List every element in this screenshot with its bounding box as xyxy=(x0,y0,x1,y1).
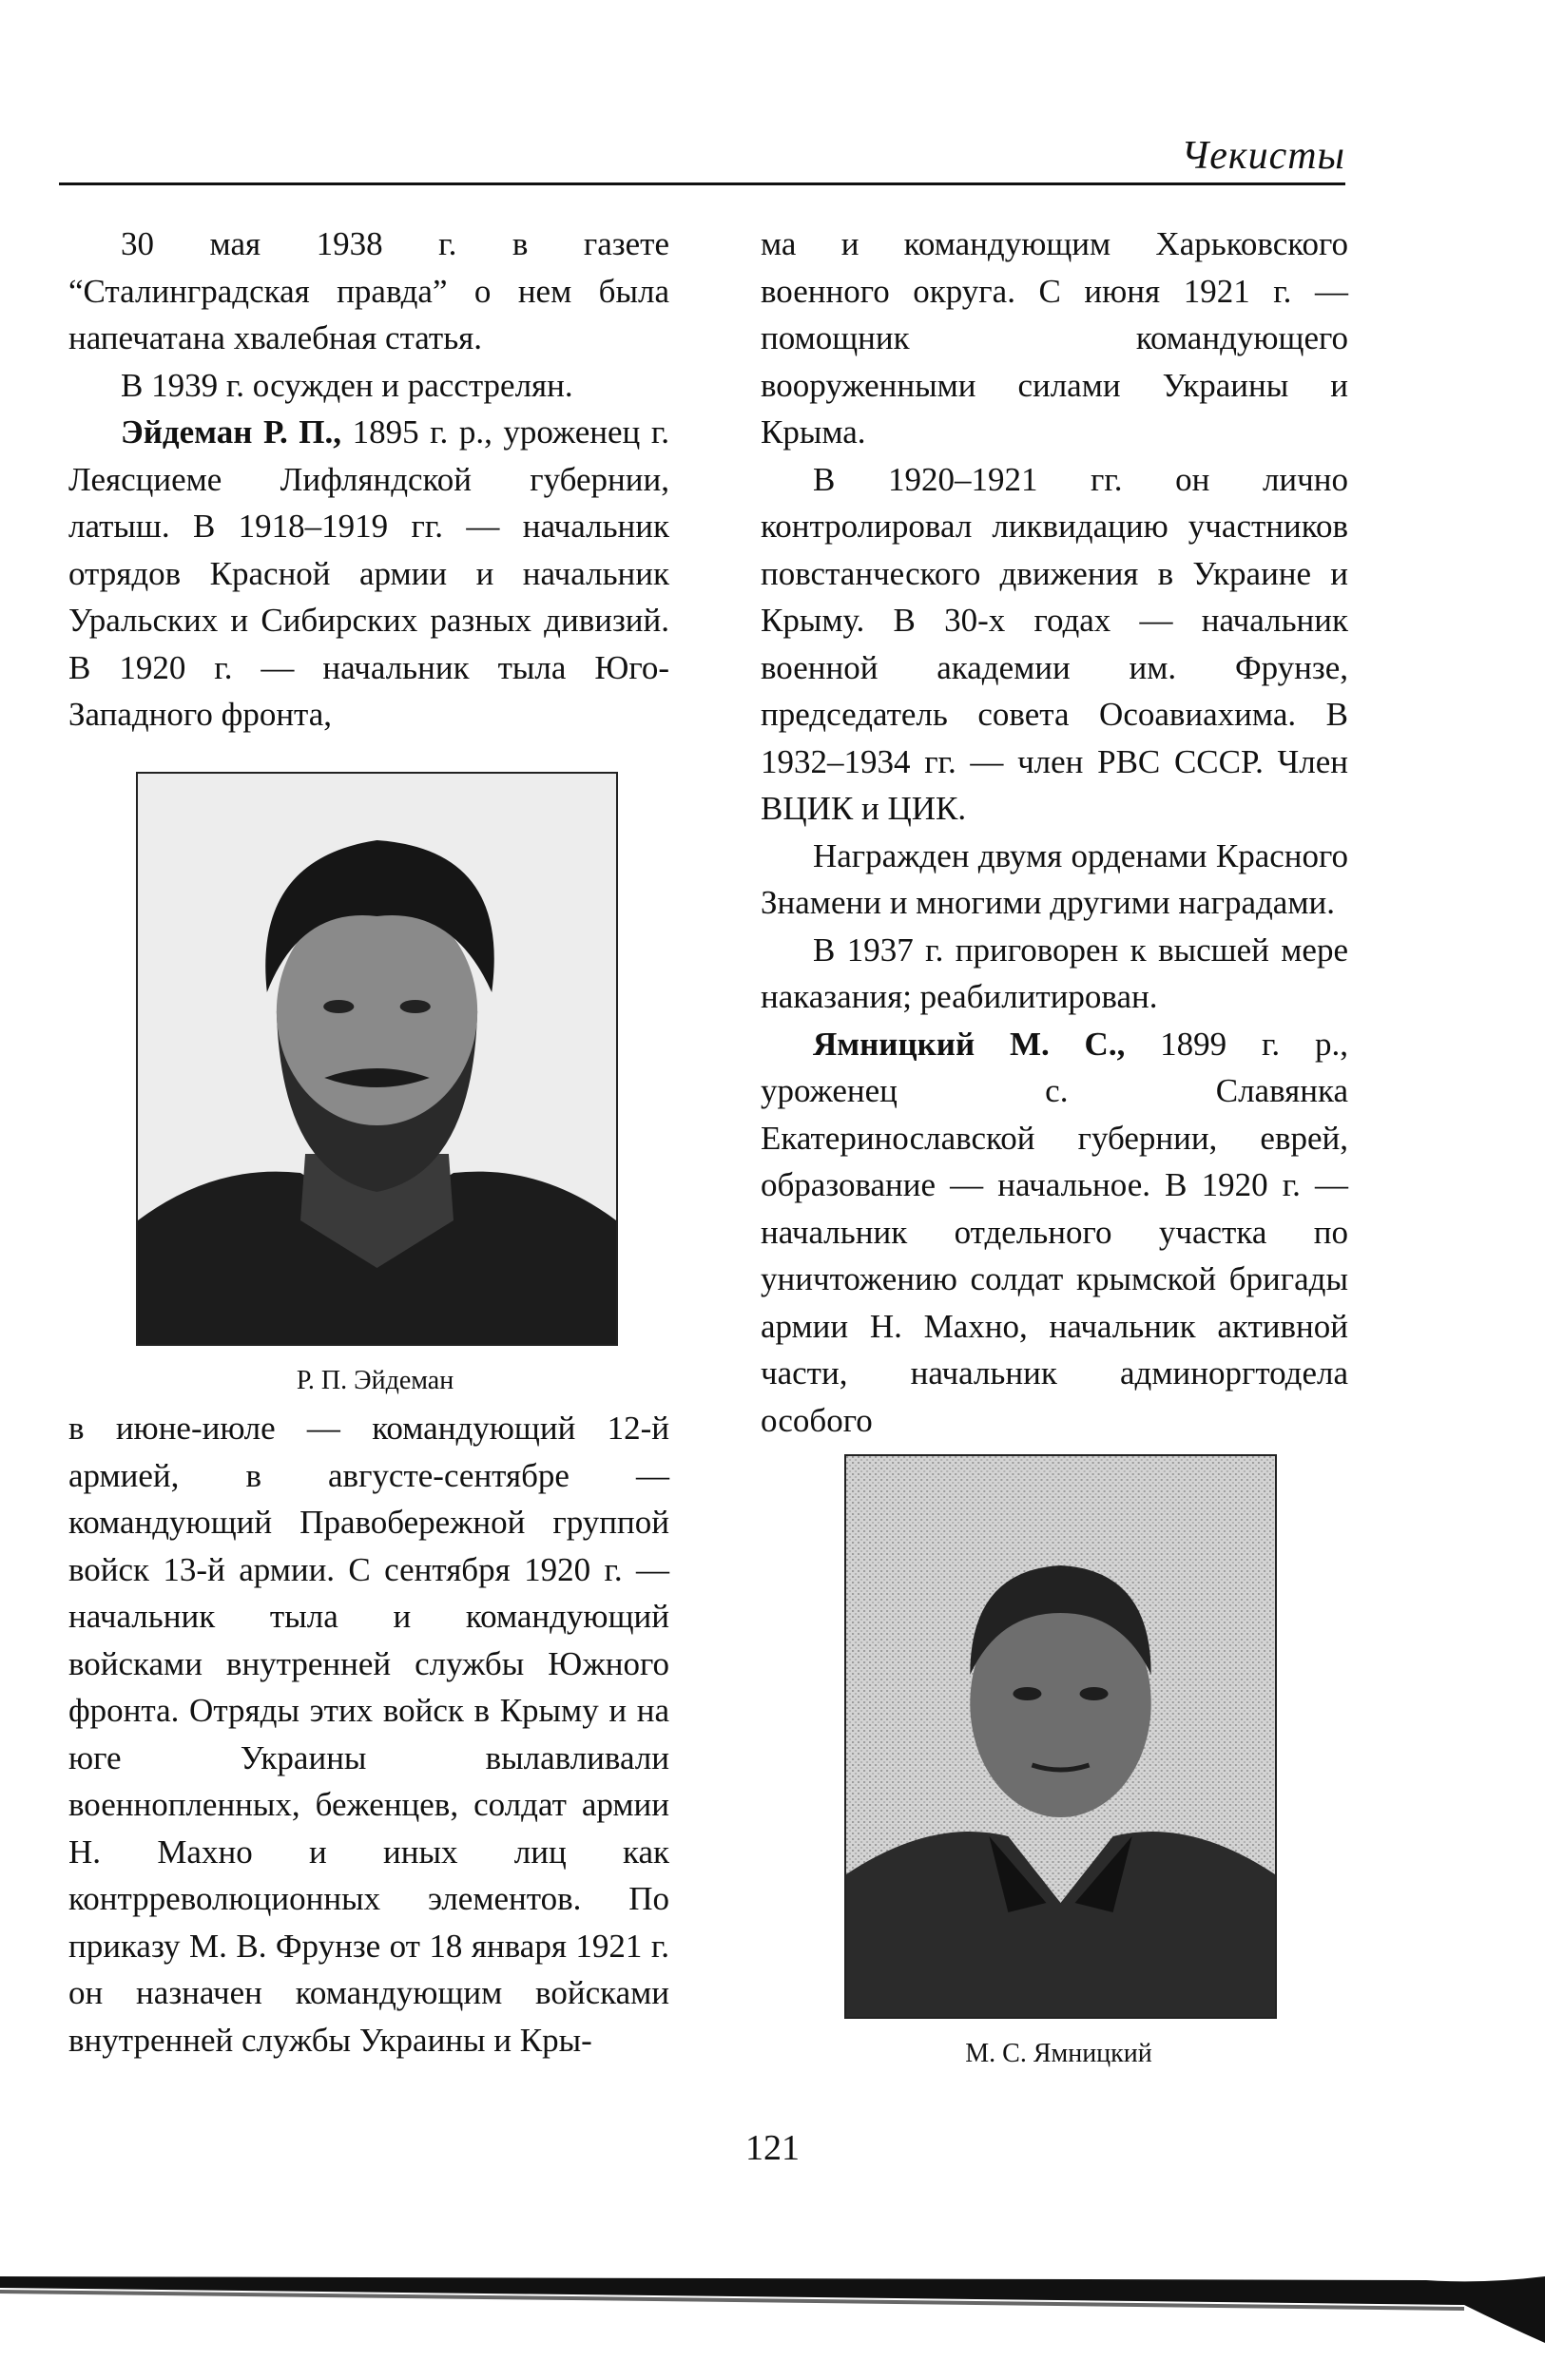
left-column-bottom xyxy=(68,1405,669,2063)
paragraph xyxy=(68,409,669,739)
header-rule xyxy=(59,182,1345,185)
paragraph: ма и командующим Харьковского военного округа. С июня 1921 г. — помощник командующего вооруженными силами Украины и Крыма. xyxy=(761,225,1348,451)
page-number: 121 xyxy=(745,2128,800,2168)
right-column xyxy=(761,221,1348,1444)
paragraph: Награжден двумя орденами Красного Знамени и многими другими наградами. xyxy=(761,836,1348,921)
person-name: Эйдеман Р. П., xyxy=(121,413,342,451)
paragraph xyxy=(761,1021,1348,1445)
paragraph: в июне-июле — командующий 12-й армией, в августе-сентябре — командующий Правобережной группой войск 13-й армии. С сентября 1920 г. — начальник тыла и командующий войсками внутренней службы Южного фронта. Отряды этих войск в Крыму и на юге Украины вылавливали военнопленных, беженцев, солдат армии Н. Махно и иных лиц как контрреволюционных элементов. По приказу М. В. Фрунзе от 18 января 1921 г. он назначен командующим войсками внутренней службы Украины и Кры- xyxy=(68,1410,669,2059)
photo-caption-yamnitsky: М. С. Ямницкий xyxy=(965,2039,1152,2068)
paragraph: В 1939 г. осужден и расстрелян. xyxy=(121,366,573,404)
running-header: Чекисты xyxy=(1181,134,1345,178)
paragraph: В 1937 г. приговорен к высшей мере наказания; реабилитирован. xyxy=(761,931,1348,1015)
paragraph-text: 1895 г. р., уроженец г. Леясциеме Лифляндской губернии, латыш. В 1918–1919 гг. — начальник отрядов Красной армии и начальник Уральских и Сибирских разных дивизий. В 1920 г. — начальник тыла Юго-Западного фронта, xyxy=(68,413,670,733)
paragraph: В 1920–1921 гг. он лично контролировал ликвидацию участников повстанческого движения в Украине и Крыму. В 30-х годах — начальник военной академии им. Фрунзе, председатель совета Осоавиахима. В 1932–1934 гг. — член РВС СССР. Член ВЦИК и ЦИК. xyxy=(761,460,1348,827)
scan-edge-shadow xyxy=(0,2267,1545,2343)
paragraph: 30 мая 1938 г. в газете “Сталинградская правда” о нем была напечатана хвалебная статья. xyxy=(68,225,669,356)
photo-caption-eideman: Р. П. Эйдеман xyxy=(296,1366,454,1395)
left-column-top xyxy=(68,221,669,739)
paragraph-text: 1899 г. р., уроженец с. Славянка Екатеринославской губернии, еврей, образование — начальное. В 1920 г. — начальник отдельного участка по уничтожению солдат крымской бригады армии Н. Махно, начальник активной части, начальник админоргтодела особого xyxy=(761,1025,1348,1439)
portrait-photo-yamnitsky xyxy=(844,1454,1277,2019)
person-name: Ямницкий М. С., xyxy=(813,1025,1126,1063)
portrait-photo-eideman xyxy=(136,772,618,1346)
